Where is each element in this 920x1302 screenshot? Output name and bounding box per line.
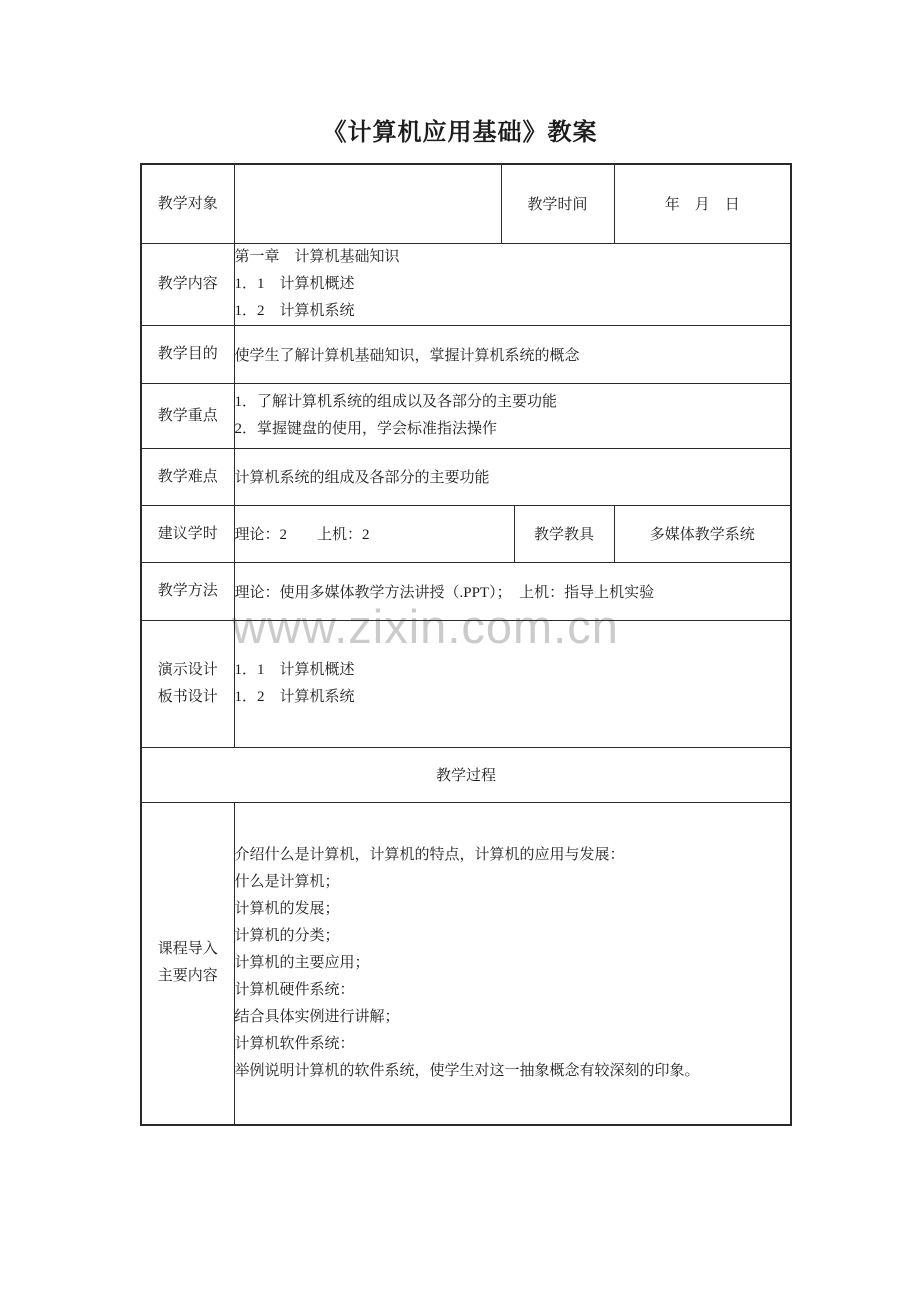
page-title: 《计算机应用基础》教案	[322, 120, 598, 146]
content-line: 计算机的发展；	[234, 900, 340, 917]
label-teaching-aids: 教学教具	[514, 505, 614, 562]
content-line: 计算机软件系统：	[234, 1035, 355, 1052]
watermark-text: www.zixin.com.cn	[232, 600, 619, 653]
teaching-time-value: 年 月 日	[614, 164, 791, 243]
row-teaching-content	[141, 243, 791, 325]
content-line: 1．2 计算机系统	[234, 688, 355, 705]
content-line: 结合具体实例进行讲解；	[234, 1008, 400, 1025]
row-teaching-purpose	[141, 325, 791, 383]
label-teaching-object: 教学对象	[141, 164, 234, 243]
teaching-difficulty-value: 计算机系统的组成及各部分的主要功能	[234, 448, 791, 505]
label-demo-board-design	[141, 620, 234, 747]
teaching-focus-value	[234, 383, 791, 448]
content-line: 1．了解计算机系统的组成以及各部分的主要功能	[234, 393, 558, 410]
label-line: 板书设计	[157, 688, 218, 705]
content-line: 1．1 计算机概述	[234, 661, 355, 678]
label-suggested-hours: 建议学时	[141, 505, 234, 562]
teaching-aids-value: 多媒体教学系统	[614, 505, 791, 562]
label-teaching-content: 教学内容	[141, 243, 234, 325]
row-suggested-hours	[141, 505, 791, 562]
row-teaching-process-header	[141, 747, 791, 802]
content-line: 举例说明计算机的软件系统，使学生对这一抽象概念有较深刻的印象。	[234, 1062, 700, 1079]
content-line: 第一章 计算机基础知识	[234, 248, 400, 265]
label-line: 课程导入	[157, 941, 218, 958]
content-line: 2．掌握键盘的使用，学会标准指法操作	[234, 420, 498, 437]
label-teaching-time: 教学时间	[501, 164, 614, 243]
content-line: 计算机硬件系统：	[234, 981, 355, 998]
content-line: 计算机的分类；	[234, 927, 340, 944]
row-teaching-focus	[141, 383, 791, 448]
label-teaching-difficulty: 教学难点	[141, 448, 234, 505]
label-teaching-focus: 教学重点	[141, 383, 234, 448]
content-line: 介绍什么是计算机，计算机的特点，计算机的应用与发展：	[234, 846, 625, 863]
row-teaching-difficulty	[141, 448, 791, 505]
label-teaching-method: 教学方法	[141, 562, 234, 620]
teaching-purpose-value: 使学生了解计算机基础知识，掌握计算机系统的概念	[234, 325, 791, 383]
content-line: 计算机的主要应用；	[234, 954, 370, 971]
content-line: 1．2 计算机系统	[234, 302, 355, 319]
label-line: 主要内容	[157, 968, 218, 985]
row-demo-board-design	[141, 620, 791, 747]
row-course-introduction	[141, 802, 791, 1125]
content-line: 什么是计算机；	[234, 873, 340, 890]
lesson-plan-table	[140, 163, 792, 1126]
row-teaching-object	[141, 164, 791, 243]
teaching-process-header: 教学过程	[141, 747, 791, 802]
suggested-hours-value: 理论：2 上机：2	[234, 505, 514, 562]
teaching-object-value	[234, 164, 501, 243]
teaching-content-value	[234, 243, 791, 325]
teaching-method-value: 理论：使用多媒体教学方法讲授（.PPT）； 上机：指导上机实验	[234, 562, 791, 620]
row-teaching-method	[141, 562, 791, 620]
label-course-introduction	[141, 802, 234, 1125]
demo-board-design-value	[234, 620, 791, 747]
label-teaching-purpose: 教学目的	[141, 325, 234, 383]
content-line: 1．1 计算机概述	[234, 275, 355, 292]
label-line: 演示设计	[157, 661, 218, 678]
course-introduction-value	[234, 802, 791, 1125]
